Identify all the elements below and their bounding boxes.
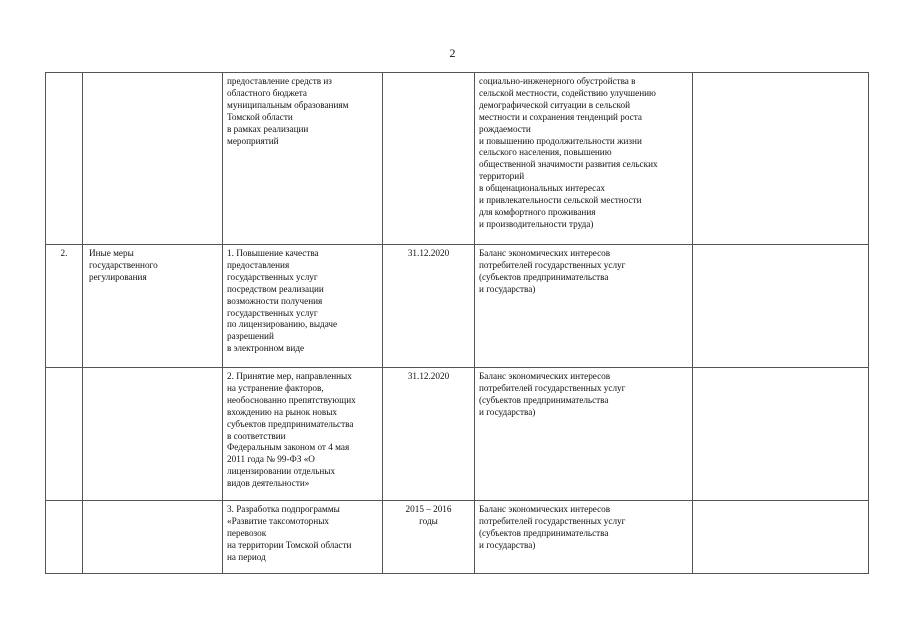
text-line: потребителей государственных услуг [479, 259, 626, 270]
measure-name-cell [83, 245, 223, 368]
text-line: мероприятий [227, 135, 279, 146]
text-line: предоставление средств из [227, 76, 332, 86]
text-line: возможности получения [227, 295, 323, 306]
measure-name-cell [83, 368, 223, 501]
text-line: сельского населения, повышению [479, 147, 612, 158]
table-row [46, 501, 869, 574]
text-line: и привлекательности сельской местности [479, 195, 642, 206]
row-number-cell [46, 73, 83, 245]
text-line: (субъектов предпринимательства [479, 394, 609, 405]
deadline-text: 2015 – 2016 [405, 504, 452, 514]
row-number: 2. [60, 248, 68, 258]
expected-result-cell [475, 245, 693, 368]
text-line: 2. Принятие мер, направленных [227, 371, 352, 381]
text-line: в электронном виде [227, 343, 305, 354]
row-number-cell [46, 501, 83, 574]
text-line: Томской области [227, 111, 293, 122]
text-line: на устранение факторов, [227, 382, 324, 393]
text-line: государственных услуг [227, 307, 318, 318]
text-line: перевозок [227, 527, 267, 538]
table-row [46, 368, 869, 501]
text-line: разрешений [227, 331, 274, 342]
text-line: сельской местности, содействию улучшению [479, 87, 656, 98]
text-line: Баланс экономических интересов [479, 371, 611, 381]
text-line: для комфортного проживания [479, 206, 596, 217]
deadline-cell [383, 73, 475, 245]
text-line: (субъектов предпринимательства [479, 271, 609, 282]
text-line: общественной значимости развития сельских [479, 159, 658, 170]
text-line: территорий [479, 171, 525, 182]
notes-cell [693, 368, 869, 501]
table-row [46, 73, 869, 245]
text-line: в общенациональных интересах [479, 183, 605, 194]
text-line: 2011 года № 99-ФЗ «О [227, 454, 315, 465]
measure-name-cell [83, 501, 223, 574]
expected-result-cell [475, 73, 693, 245]
text-line: (субъектов предпринимательства [479, 527, 609, 538]
text-line: регулирования [89, 271, 147, 282]
text-line: и повышению продолжительности жизни [479, 135, 642, 146]
text-line: необоснованно препятствующих [227, 394, 356, 405]
text-line: 3. Разработка подпрограммы [227, 504, 340, 514]
measure-description-cell [223, 73, 383, 245]
text-line: потребителей государственных услуг [479, 515, 626, 526]
measure-description-cell [223, 245, 383, 368]
measures-table [45, 72, 869, 574]
text-line: субъектов предпринимательства [227, 418, 354, 429]
table-row [46, 245, 869, 368]
text-line: потребителей государственных услуг [479, 382, 626, 393]
deadline-text: годы [419, 515, 438, 526]
text-line: местности и сохранения тенденций роста [479, 111, 642, 122]
text-line: на территории Томской области [227, 539, 352, 550]
text-line: рождаемости [479, 123, 531, 134]
row-number-cell [46, 245, 83, 368]
text-line: государственного [89, 259, 158, 270]
deadline-cell [383, 501, 475, 574]
deadline-text: 31.12.2020 [407, 248, 450, 258]
text-line: на период [227, 551, 266, 562]
deadline-cell [383, 368, 475, 501]
text-line: вхождению на рынок новых [227, 406, 337, 417]
text-line: и производительности труда) [479, 218, 594, 229]
text-line: «Развитие таксомоторных [227, 515, 329, 526]
text-line: и государства) [479, 283, 536, 294]
text-line: посредством реализации [227, 283, 324, 294]
text-line: в рамках реализации [227, 123, 309, 134]
text-line: социально-инженерного обустройства в [479, 76, 636, 86]
measure-description-cell [223, 501, 383, 574]
notes-cell [693, 73, 869, 245]
text-line: лицензировании отдельных [227, 466, 336, 477]
text-line: муниципальным образованиям [227, 99, 349, 110]
page-number: 2 [449, 46, 456, 60]
notes-cell [693, 245, 869, 368]
text-line: государственных услуг [227, 271, 318, 282]
measure-name-cell [83, 73, 223, 245]
text-line: предоставления [227, 259, 290, 270]
row-number-cell [46, 368, 83, 501]
text-line: демографической ситуации в сельской [479, 99, 631, 110]
measure-description-cell [223, 368, 383, 501]
text-line: видов деятельности» [227, 478, 310, 489]
expected-result-cell [475, 501, 693, 574]
text-line: Иные меры [89, 248, 134, 258]
expected-result-cell [475, 368, 693, 501]
text-line: и государства) [479, 406, 536, 417]
text-line: по лицензированию, выдаче [227, 319, 338, 330]
text-line: и государства) [479, 539, 536, 550]
text-line: Федеральным законом от 4 мая [227, 442, 350, 453]
deadline-cell [383, 245, 475, 368]
text-line: областного бюджета [227, 87, 307, 98]
text-line: Баланс экономических интересов [479, 248, 611, 258]
deadline-text: 31.12.2020 [407, 371, 450, 381]
text-line: Баланс экономических интересов [479, 504, 611, 514]
text-line: 1. Повышение качества [227, 248, 319, 258]
notes-cell [693, 501, 869, 574]
text-line: в соответствии [227, 430, 286, 441]
